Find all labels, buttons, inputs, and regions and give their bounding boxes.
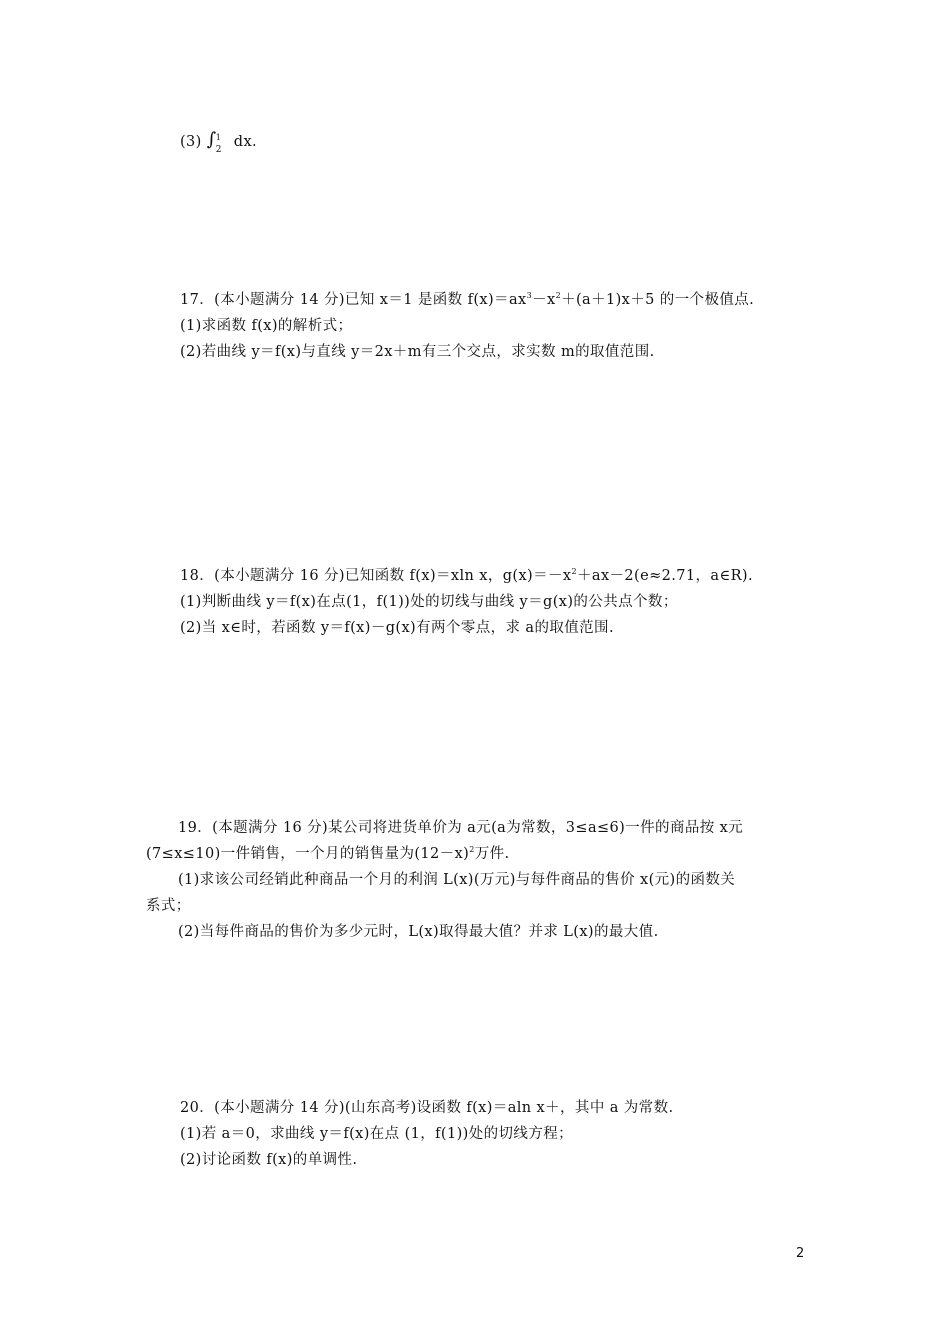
- q19-part2: (2)当每件商品的售价为多少元时，L(x)取得最大值？并求 L(x)的最大值.: [178, 924, 659, 940]
- integral-sign: [206, 129, 229, 155]
- q20-part1: (1)若 a＝0，求曲线 y＝f(x)在点 (1，f(1))处的切线方程；: [180, 1126, 574, 1142]
- q20-part2: (2)讨论函数 f(x)的单调性.: [180, 1152, 358, 1168]
- q17-part2: (2)若曲线 y＝f(x)与直线 y＝2x＋m有三个交点，求实数 m的取值范围.: [180, 344, 655, 360]
- q17-stem: [180, 290, 754, 310]
- q20-stem: 20．(本小题满分 14 分)(山东高考)设函数 f(x)＝aln x＋，其中 a 为常数.: [180, 1100, 674, 1116]
- q18-sup-2: 2: [571, 567, 577, 576]
- q17-minus-x2: －x: [532, 292, 556, 308]
- q19-line2-tail: 万件.: [474, 846, 510, 862]
- q19-sup-2: 2: [469, 845, 475, 854]
- q17-stem-tail: ＋(a＋1)x＋5 的一个极值点.: [561, 292, 755, 308]
- integral-icon: ∫: [206, 129, 217, 150]
- q17-x-equals: x＝1: [379, 292, 418, 308]
- q17-head: 17．(本小题满分 14 分)已知: [180, 292, 380, 308]
- integrand-tail: dx.: [233, 134, 258, 150]
- q18-part2: (2)当 x∈时，若函数 y＝f(x)－g(x)有两个零点，求 a的取值范围.: [180, 620, 614, 636]
- q19-part1-line2: 系式；: [146, 898, 191, 914]
- q17-stem-text: 是函数 f(x)＝ax: [417, 292, 527, 308]
- q19-stem-line2: [146, 844, 510, 864]
- q18-stem-tail: ＋ax－2(e≈2.71，a∈R).: [577, 568, 753, 584]
- page-number: 2: [796, 1246, 805, 1261]
- q18-stem-text: 18．(本小题满分 16 分)已知函数 f(x)＝xln x，g(x)＝－x: [180, 568, 572, 584]
- q19-stem-line1: 19．(本题满分 16 分)某公司将进货单价为 a元(a为常数，3≤a≤6)一件的商品按 x元: [178, 820, 744, 836]
- integral-lower-limit: 2: [215, 145, 222, 155]
- q19-part1-line1: (1)求该公司经销此种商品一个月的利润 L(x)(万元)与每件商品的售价 x(元)的函数关: [178, 872, 736, 888]
- q18-stem: [180, 566, 753, 586]
- q19-line2-text: (7≤x≤10)一件销售，一个月的销售量为(12－x): [146, 846, 470, 862]
- q17-part1: (1)求函数 f(x)的解析式；: [180, 318, 353, 334]
- q17-sup-3: 3: [526, 291, 533, 300]
- integral-upper-limit: 1: [215, 133, 222, 142]
- q16-part3: [180, 129, 258, 155]
- q16-part3-label: (3): [180, 134, 202, 150]
- q17-sup-2: 2: [555, 291, 562, 300]
- q18-part1: (1)判断曲线 y＝f(x)在点(1，f(1))处的切线与曲线 y＝g(x)的公共点个数；: [180, 594, 678, 610]
